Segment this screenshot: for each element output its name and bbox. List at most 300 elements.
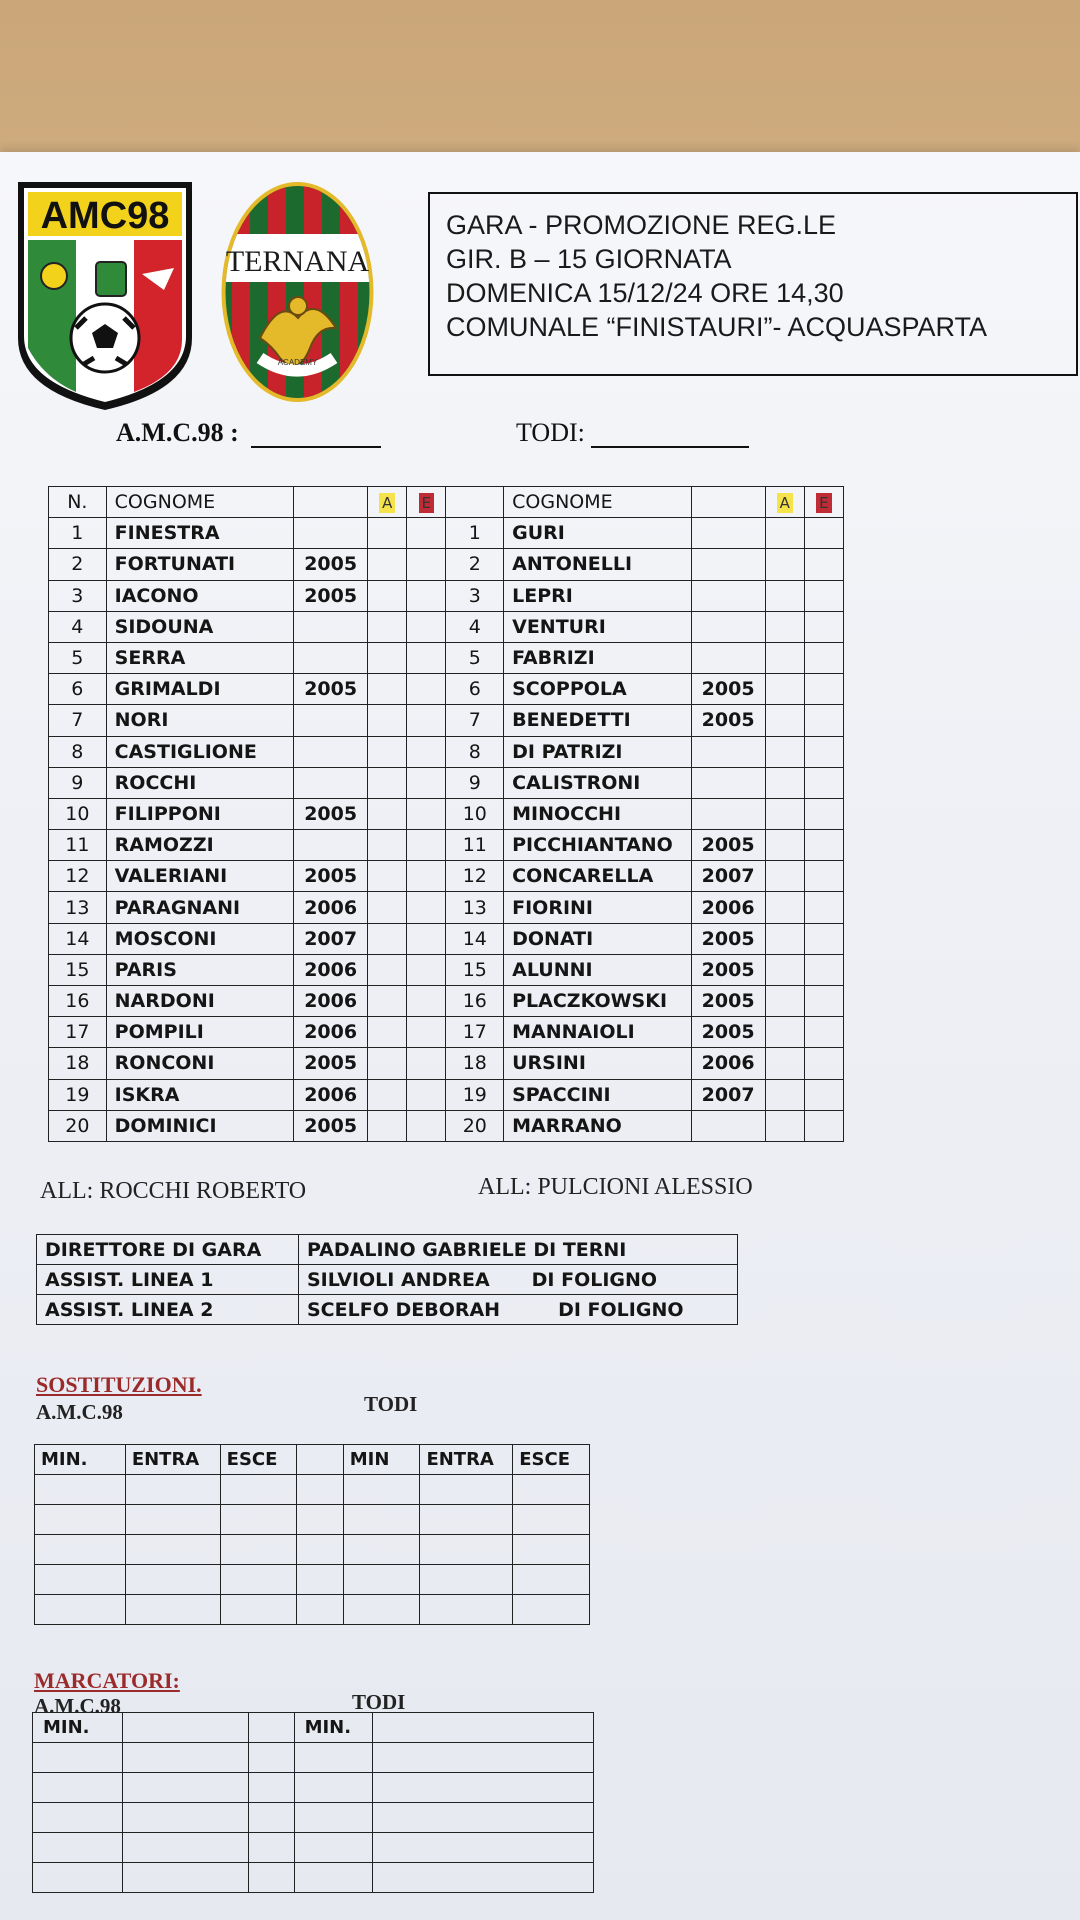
home-number: 13 bbox=[49, 892, 107, 923]
substitution-cell bbox=[420, 1535, 513, 1565]
substitution-cell bbox=[220, 1565, 297, 1595]
substitution-cell bbox=[420, 1595, 513, 1625]
official-name bbox=[299, 1295, 738, 1325]
home-player-surname: GRIMALDI bbox=[106, 674, 293, 705]
official-name-text: PADALINO GABRIELE DI TERNI bbox=[307, 1238, 627, 1261]
scorer-cell bbox=[248, 1773, 294, 1803]
away-player-year: 2006 bbox=[691, 1048, 765, 1079]
substitution-cell bbox=[513, 1475, 590, 1505]
match-competition: GARA - PROMOZIONE REG.LE bbox=[446, 210, 837, 240]
away-number: 3 bbox=[446, 580, 504, 611]
home-player-surname: SERRA bbox=[106, 642, 293, 673]
away-number: 11 bbox=[446, 830, 504, 861]
home-player-a-box bbox=[368, 767, 407, 798]
away-player-year: 2005 bbox=[691, 830, 765, 861]
scorer-cell bbox=[372, 1833, 593, 1863]
header-away-e-tag: E bbox=[816, 493, 831, 513]
home-player-a-box bbox=[368, 954, 407, 985]
home-player-e-box bbox=[407, 767, 446, 798]
home-number: 11 bbox=[49, 830, 107, 861]
away-player-e-box bbox=[804, 1017, 843, 1048]
substitution-row bbox=[35, 1505, 590, 1535]
official-row bbox=[37, 1295, 738, 1325]
scorers-cell bbox=[248, 1713, 294, 1743]
amc98-logo-text: AMC98 bbox=[40, 195, 170, 237]
substitution-cell bbox=[297, 1535, 343, 1565]
substitution-cell bbox=[35, 1565, 126, 1595]
away-player-year: 2007 bbox=[691, 1079, 765, 1110]
match-venue: COMUNALE “FINISTAURI”- ACQUASPARTA bbox=[446, 312, 988, 342]
away-number: 12 bbox=[446, 861, 504, 892]
substitution-cell bbox=[220, 1595, 297, 1625]
scorers-cell bbox=[372, 1713, 593, 1743]
amc98-logo bbox=[14, 178, 196, 414]
home-player-a-box bbox=[368, 518, 407, 549]
official-name bbox=[299, 1235, 738, 1265]
scorer-row bbox=[33, 1863, 594, 1893]
roster-row bbox=[49, 923, 844, 954]
away-player-a-box bbox=[765, 736, 804, 767]
away-player-year bbox=[691, 549, 765, 580]
home-player-a-box bbox=[368, 830, 407, 861]
away-player-e-box bbox=[804, 1110, 843, 1141]
home-number: 7 bbox=[49, 705, 107, 736]
match-round: GIR. B – 15 GIORNATA bbox=[446, 244, 732, 274]
home-player-surname: FORTUNATI bbox=[106, 549, 293, 580]
home-number: 3 bbox=[49, 580, 107, 611]
home-player-a-box bbox=[368, 549, 407, 580]
home-number: 16 bbox=[49, 986, 107, 1017]
away-number: 6 bbox=[446, 674, 504, 705]
away-player-e-box bbox=[804, 923, 843, 954]
away-player-a-box bbox=[765, 767, 804, 798]
substitution-cell bbox=[420, 1565, 513, 1595]
home-player-e-box bbox=[407, 830, 446, 861]
away-player-surname: LEPRI bbox=[504, 580, 691, 611]
away-player-a-box bbox=[765, 861, 804, 892]
scorer-cell bbox=[33, 1833, 123, 1863]
home-number: 9 bbox=[49, 767, 107, 798]
away-number: 14 bbox=[446, 923, 504, 954]
home-player-e-box bbox=[407, 611, 446, 642]
away-player-year bbox=[691, 611, 765, 642]
home-player-year bbox=[294, 611, 368, 642]
roster-row bbox=[49, 1017, 844, 1048]
roster-row bbox=[49, 1079, 844, 1110]
away-team-label bbox=[516, 418, 749, 448]
substitution-cell bbox=[420, 1475, 513, 1505]
away-player-year bbox=[691, 736, 765, 767]
away-player-surname: SPACCINI bbox=[504, 1079, 691, 1110]
home-player-e-box bbox=[407, 986, 446, 1017]
away-player-e-box bbox=[804, 642, 843, 673]
home-player-a-box bbox=[368, 798, 407, 829]
home-player-e-box bbox=[407, 674, 446, 705]
scorer-cell bbox=[294, 1863, 372, 1893]
roster-table bbox=[48, 486, 844, 1142]
away-player-year: 2005 bbox=[691, 705, 765, 736]
official-location: DI FOLIGNO bbox=[531, 1268, 658, 1291]
away-player-a-box bbox=[765, 674, 804, 705]
away-player-year bbox=[691, 580, 765, 611]
away-player-e-box bbox=[804, 736, 843, 767]
scorer-cell bbox=[122, 1833, 248, 1863]
home-player-e-box bbox=[407, 1017, 446, 1048]
away-player-surname: DI PATRIZI bbox=[504, 736, 691, 767]
match-datetime: DOMENICA 15/12/24 ORE 14,30 bbox=[446, 278, 844, 308]
home-player-year: 2005 bbox=[294, 1110, 368, 1141]
scorer-row bbox=[33, 1803, 594, 1833]
away-player-e-box bbox=[804, 611, 843, 642]
home-number: 4 bbox=[49, 611, 107, 642]
home-player-year bbox=[294, 642, 368, 673]
substitution-cell bbox=[513, 1565, 590, 1595]
substitution-cell bbox=[220, 1475, 297, 1505]
roster-row bbox=[49, 580, 844, 611]
away-player-year: 2005 bbox=[691, 954, 765, 985]
substitution-row bbox=[35, 1595, 590, 1625]
home-player-a-box bbox=[368, 1110, 407, 1141]
away-player-a-box bbox=[765, 954, 804, 985]
away-player-surname: BENEDETTI bbox=[504, 705, 691, 736]
home-player-surname: FINESTRA bbox=[106, 518, 293, 549]
away-number: 13 bbox=[446, 892, 504, 923]
scorer-cell bbox=[248, 1833, 294, 1863]
home-player-year: 2006 bbox=[294, 954, 368, 985]
roster-row bbox=[49, 549, 844, 580]
home-number: 5 bbox=[49, 642, 107, 673]
scorer-cell bbox=[248, 1803, 294, 1833]
home-player-surname: NARDONI bbox=[106, 986, 293, 1017]
header-home-e-tag: E bbox=[419, 493, 434, 513]
substitution-cell bbox=[513, 1535, 590, 1565]
substitutions-table bbox=[34, 1444, 590, 1625]
header-away-surname: COGNOME bbox=[504, 487, 691, 518]
away-player-a-box bbox=[765, 518, 804, 549]
roster-row bbox=[49, 1048, 844, 1079]
scorer-cell bbox=[122, 1863, 248, 1893]
away-player-surname: MANNAIOLI bbox=[504, 1017, 691, 1048]
home-number: 10 bbox=[49, 798, 107, 829]
substitution-cell bbox=[513, 1505, 590, 1535]
scorer-cell bbox=[122, 1743, 248, 1773]
away-player-year bbox=[691, 767, 765, 798]
scorer-row bbox=[33, 1833, 594, 1863]
home-player-surname: PARAGNANI bbox=[106, 892, 293, 923]
home-player-surname: CASTIGLIONE bbox=[106, 736, 293, 767]
home-player-year bbox=[294, 736, 368, 767]
home-player-a-box bbox=[368, 736, 407, 767]
home-player-e-box bbox=[407, 1079, 446, 1110]
scorer-cell bbox=[294, 1833, 372, 1863]
away-team-blank-line bbox=[591, 446, 749, 448]
scorer-row bbox=[33, 1773, 594, 1803]
home-player-a-box bbox=[368, 674, 407, 705]
roster-row bbox=[49, 767, 844, 798]
home-number: 14 bbox=[49, 923, 107, 954]
home-player-surname: NORI bbox=[106, 705, 293, 736]
away-team-label-text: TODI: bbox=[516, 418, 585, 447]
scorer-cell bbox=[372, 1803, 593, 1833]
away-player-surname: FIORINI bbox=[504, 892, 691, 923]
official-role: ASSIST. LINEA 2 bbox=[37, 1295, 299, 1325]
substitution-cell bbox=[125, 1475, 220, 1505]
home-number: 8 bbox=[49, 736, 107, 767]
home-player-e-box bbox=[407, 642, 446, 673]
scorer-cell bbox=[294, 1743, 372, 1773]
away-player-e-box bbox=[804, 518, 843, 549]
home-player-year: 2005 bbox=[294, 580, 368, 611]
roster-row bbox=[49, 892, 844, 923]
subs-header-out-home: ESCE bbox=[220, 1445, 297, 1475]
home-number: 1 bbox=[49, 518, 107, 549]
substitution-cell bbox=[297, 1595, 343, 1625]
scorer-cell bbox=[294, 1773, 372, 1803]
away-number: 5 bbox=[446, 642, 504, 673]
home-player-year: 2005 bbox=[294, 549, 368, 580]
substitution-cell bbox=[513, 1595, 590, 1625]
home-number: 19 bbox=[49, 1079, 107, 1110]
home-player-surname: DOMINICI bbox=[106, 1110, 293, 1141]
home-player-year: 2005 bbox=[294, 674, 368, 705]
scorer-cell bbox=[248, 1863, 294, 1893]
home-number: 20 bbox=[49, 1110, 107, 1141]
away-player-a-box bbox=[765, 705, 804, 736]
substitution-row bbox=[35, 1535, 590, 1565]
scorers-title: MARCATORI: bbox=[34, 1668, 180, 1693]
home-player-surname: ROCCHI bbox=[106, 767, 293, 798]
subs-header-out-away: ESCE bbox=[513, 1445, 590, 1475]
subs-header-spacer bbox=[297, 1445, 343, 1475]
home-player-e-box bbox=[407, 1110, 446, 1141]
roster-header-row bbox=[49, 487, 844, 518]
away-number: 19 bbox=[446, 1079, 504, 1110]
away-player-year bbox=[691, 518, 765, 549]
home-player-a-box bbox=[368, 611, 407, 642]
away-number: 4 bbox=[446, 611, 504, 642]
away-player-surname: SCOPPOLA bbox=[504, 674, 691, 705]
substitution-cell bbox=[220, 1505, 297, 1535]
substitutions-home-label: A.M.C.98 bbox=[36, 1400, 123, 1424]
away-player-a-box bbox=[765, 798, 804, 829]
roster-row bbox=[49, 611, 844, 642]
away-player-e-box bbox=[804, 1048, 843, 1079]
away-player-surname: ALUNNI bbox=[504, 954, 691, 985]
home-player-surname: IACONO bbox=[106, 580, 293, 611]
home-player-year: 2006 bbox=[294, 986, 368, 1017]
home-number: 17 bbox=[49, 1017, 107, 1048]
home-player-e-box bbox=[407, 580, 446, 611]
scorer-cell bbox=[33, 1773, 123, 1803]
away-player-e-box bbox=[804, 580, 843, 611]
header-away-a bbox=[765, 487, 804, 518]
home-player-year bbox=[294, 767, 368, 798]
away-number: 8 bbox=[446, 736, 504, 767]
substitution-cell bbox=[125, 1505, 220, 1535]
away-player-e-box bbox=[804, 954, 843, 985]
header-away-number bbox=[446, 487, 504, 518]
away-number: 18 bbox=[446, 1048, 504, 1079]
away-player-e-box bbox=[804, 892, 843, 923]
subs-header-min-home: MIN. bbox=[35, 1445, 126, 1475]
roster-row bbox=[49, 861, 844, 892]
home-player-year: 2007 bbox=[294, 923, 368, 954]
scorer-cell bbox=[372, 1773, 593, 1803]
home-player-a-box bbox=[368, 986, 407, 1017]
scorer-cell bbox=[372, 1863, 593, 1893]
home-player-year: 2005 bbox=[294, 798, 368, 829]
official-location: DI FOLIGNO bbox=[558, 1298, 684, 1321]
away-player-year: 2006 bbox=[691, 892, 765, 923]
away-player-surname: MARRANO bbox=[504, 1110, 691, 1141]
header-away-year bbox=[691, 487, 765, 518]
home-player-year bbox=[294, 705, 368, 736]
home-player-a-box bbox=[368, 1017, 407, 1048]
away-player-e-box bbox=[804, 1079, 843, 1110]
away-player-surname: ANTONELLI bbox=[504, 549, 691, 580]
home-player-e-box bbox=[407, 798, 446, 829]
scorer-cell bbox=[294, 1803, 372, 1833]
home-player-a-box bbox=[368, 705, 407, 736]
scorers-header-min-away: MIN. bbox=[294, 1713, 372, 1743]
away-player-a-box bbox=[765, 892, 804, 923]
home-player-e-box bbox=[407, 954, 446, 985]
substitution-cell bbox=[297, 1505, 343, 1535]
header-home-e bbox=[407, 487, 446, 518]
home-player-surname: FILIPPONI bbox=[106, 798, 293, 829]
substitution-cell bbox=[220, 1535, 297, 1565]
substitution-cell bbox=[125, 1565, 220, 1595]
away-player-e-box bbox=[804, 767, 843, 798]
away-player-a-box bbox=[765, 1017, 804, 1048]
roster-row bbox=[49, 954, 844, 985]
ternana-logo-subtext: ACADEMY bbox=[277, 358, 318, 367]
home-player-year: 2005 bbox=[294, 1048, 368, 1079]
home-coach: ALL: ROCCHI ROBERTO bbox=[40, 1178, 307, 1204]
away-player-a-box bbox=[765, 580, 804, 611]
substitution-cell bbox=[343, 1475, 420, 1505]
substitution-cell bbox=[420, 1505, 513, 1535]
scorers-home-label: A.M.C.98 bbox=[34, 1694, 121, 1718]
home-player-year: 2006 bbox=[294, 1017, 368, 1048]
away-number: 10 bbox=[446, 798, 504, 829]
home-player-e-box bbox=[407, 923, 446, 954]
home-player-year: 2006 bbox=[294, 1079, 368, 1110]
away-player-surname: GURI bbox=[504, 518, 691, 549]
substitution-cell bbox=[343, 1505, 420, 1535]
home-player-e-box bbox=[407, 736, 446, 767]
scorers-header-row bbox=[33, 1713, 594, 1743]
home-number: 6 bbox=[49, 674, 107, 705]
away-player-year: 2007 bbox=[691, 861, 765, 892]
scorer-cell bbox=[372, 1743, 593, 1773]
away-player-year: 2005 bbox=[691, 674, 765, 705]
away-player-year bbox=[691, 642, 765, 673]
home-player-surname: RONCONI bbox=[106, 1048, 293, 1079]
scorers-header-min-home: MIN. bbox=[33, 1713, 123, 1743]
home-player-surname: ISKRA bbox=[106, 1079, 293, 1110]
away-number: 17 bbox=[446, 1017, 504, 1048]
substitution-cell bbox=[125, 1595, 220, 1625]
substitution-cell bbox=[297, 1475, 343, 1505]
official-role: ASSIST. LINEA 1 bbox=[37, 1265, 299, 1295]
away-player-surname: MINOCCHI bbox=[504, 798, 691, 829]
substitution-cell bbox=[343, 1595, 420, 1625]
away-player-e-box bbox=[804, 798, 843, 829]
home-number: 12 bbox=[49, 861, 107, 892]
subs-header-in-home: ENTRA bbox=[125, 1445, 220, 1475]
substitutions-away-label: TODI bbox=[364, 1392, 418, 1416]
subs-header-min-away: MIN bbox=[343, 1445, 420, 1475]
home-player-a-box bbox=[368, 923, 407, 954]
roster-row bbox=[49, 986, 844, 1017]
substitutions-header-row bbox=[35, 1445, 590, 1475]
substitution-row bbox=[35, 1475, 590, 1505]
header-away-a-tag: A bbox=[777, 493, 793, 513]
home-player-e-box bbox=[407, 518, 446, 549]
official-name-text: SCELFO DEBORAH bbox=[307, 1298, 501, 1321]
officials-table bbox=[36, 1234, 738, 1325]
roster-row bbox=[49, 798, 844, 829]
away-number: 15 bbox=[446, 954, 504, 985]
ternana-logo-text: TERNANA bbox=[225, 245, 370, 278]
scorer-cell bbox=[248, 1743, 294, 1773]
header-away-e bbox=[804, 487, 843, 518]
away-coach: ALL: PULCIONI ALESSIO bbox=[478, 1174, 753, 1200]
home-team-label bbox=[116, 418, 381, 448]
roster-row bbox=[49, 830, 844, 861]
away-player-year bbox=[691, 798, 765, 829]
home-player-surname: VALERIANI bbox=[106, 861, 293, 892]
home-player-surname: SIDOUNA bbox=[106, 611, 293, 642]
official-role: DIRETTORE DI GARA bbox=[37, 1235, 299, 1265]
scorer-cell bbox=[122, 1803, 248, 1833]
away-number: 7 bbox=[446, 705, 504, 736]
away-player-a-box bbox=[765, 1110, 804, 1141]
away-player-surname: PLACZKOWSKI bbox=[504, 986, 691, 1017]
away-player-surname: PICCHIANTANO bbox=[504, 830, 691, 861]
home-player-e-box bbox=[407, 1048, 446, 1079]
scorers-cell bbox=[122, 1713, 248, 1743]
away-player-surname: URSINI bbox=[504, 1048, 691, 1079]
home-number: 18 bbox=[49, 1048, 107, 1079]
scorer-row bbox=[33, 1743, 594, 1773]
header-number: N. bbox=[49, 487, 107, 518]
scorer-cell bbox=[33, 1863, 123, 1893]
away-player-surname: VENTURI bbox=[504, 611, 691, 642]
scorer-cell bbox=[122, 1773, 248, 1803]
away-player-a-box bbox=[765, 549, 804, 580]
header-home-a-tag: A bbox=[379, 493, 395, 513]
away-player-year: 2005 bbox=[691, 923, 765, 954]
home-number: 15 bbox=[49, 954, 107, 985]
subs-header-in-away: ENTRA bbox=[420, 1445, 513, 1475]
away-number: 9 bbox=[446, 767, 504, 798]
home-player-year: 2006 bbox=[294, 892, 368, 923]
header-home-a bbox=[368, 487, 407, 518]
away-player-a-box bbox=[765, 1079, 804, 1110]
home-player-e-box bbox=[407, 549, 446, 580]
away-player-year bbox=[691, 1110, 765, 1141]
official-row bbox=[37, 1265, 738, 1295]
substitutions-title: SOSTITUZIONI. bbox=[36, 1372, 202, 1397]
home-player-a-box bbox=[368, 861, 407, 892]
away-player-a-box bbox=[765, 830, 804, 861]
away-player-a-box bbox=[765, 1048, 804, 1079]
home-player-surname: PARIS bbox=[106, 954, 293, 985]
substitution-cell bbox=[125, 1535, 220, 1565]
home-player-year bbox=[294, 518, 368, 549]
